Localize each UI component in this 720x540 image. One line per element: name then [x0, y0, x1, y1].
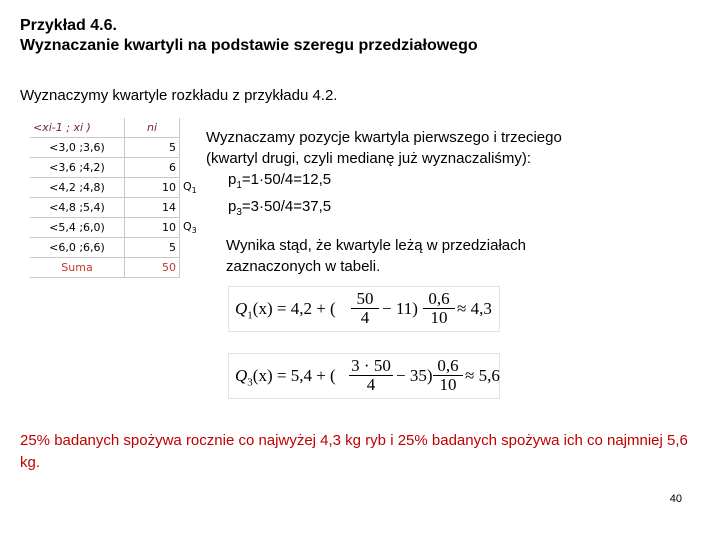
position-p1: $p_1=1\cdot 50/4=12,5$: [228, 171, 332, 191]
row-frequency: 5: [125, 138, 180, 158]
table-row: [30, 158, 214, 178]
table-row: [30, 138, 214, 158]
frequency-table: [30, 118, 214, 278]
result-statement: 25% badanych spożywa rocznie co najwyżej 4,3 kg ryb i 25% badanych spożywa ich co najmniej 5,6 kg.: [20, 432, 688, 471]
table-row: [30, 238, 214, 258]
intro-text: Wyznaczymy kwartyle rozkładu z przykładu 4.2.: [20, 87, 338, 104]
title-line-2: Wyznaczanie kwartyli na podstawie szeregu przedziałowego: [20, 37, 478, 54]
explanation-line-2: (kwartyl drugi, czyli medianę już wyznaczaliśmy):: [206, 150, 532, 167]
slide-title: [20, 16, 478, 56]
position-p3: $p_3=3\cdot 50/4=37,5$: [228, 198, 332, 218]
explanation-line-1: Wyznaczamy pozycje kwartyla pierwszego i trzeciego: [206, 129, 562, 146]
formula-q3: $Q_3(x) = 5,4$ + ( $\frac{3 \cdot 50}{4}$ − 35) $\frac{0,6}{10}$ ≈ 5,6: [228, 353, 500, 399]
row-frequency: 6: [125, 158, 180, 178]
row-frequency: 14: [125, 198, 180, 218]
row-frequency: 10: [125, 218, 180, 238]
quartile-marker-q3: $Q_3$: [180, 218, 215, 238]
row-interval: <5,4 ;6,0): [30, 218, 125, 238]
row-frequency: 10: [125, 178, 180, 198]
table-sum-row: [30, 258, 214, 278]
quartile-position-explanation: [206, 127, 562, 223]
table-row: [30, 198, 214, 218]
title-line-1: Przykład 4.6.: [20, 17, 117, 34]
sum-label: Suma: [30, 258, 125, 278]
table-row: [30, 178, 214, 198]
sum-value: 50: [125, 258, 180, 278]
quartile-marker-q1: $Q_1$: [180, 178, 215, 198]
header-interval: <xi-1 ; xi ): [30, 118, 125, 138]
row-interval: <3,6 ;4,2): [30, 158, 125, 178]
row-interval: <3,0 ;3,6): [30, 138, 125, 158]
row-frequency: 5: [125, 238, 180, 258]
row-interval: <6,0 ;6,6): [30, 238, 125, 258]
row-interval: <4,2 ;4,8): [30, 178, 125, 198]
page-number: 40: [669, 493, 682, 505]
row-interval: <4,8 ;5,4): [30, 198, 125, 218]
table-header-row: [30, 118, 214, 138]
table-row: [30, 218, 214, 238]
conclusion-text: Wynika stąd, że kwartyle leżą w przedziałach zaznaczonych w tabeli.: [226, 237, 526, 275]
header-frequency: ni: [125, 118, 180, 138]
formula-q1: $Q_1(x) = 4,2$ + ( $\frac{50}{4}$ − 11) $\frac{0,6}{10}$ ≈ 4,3: [228, 286, 500, 332]
